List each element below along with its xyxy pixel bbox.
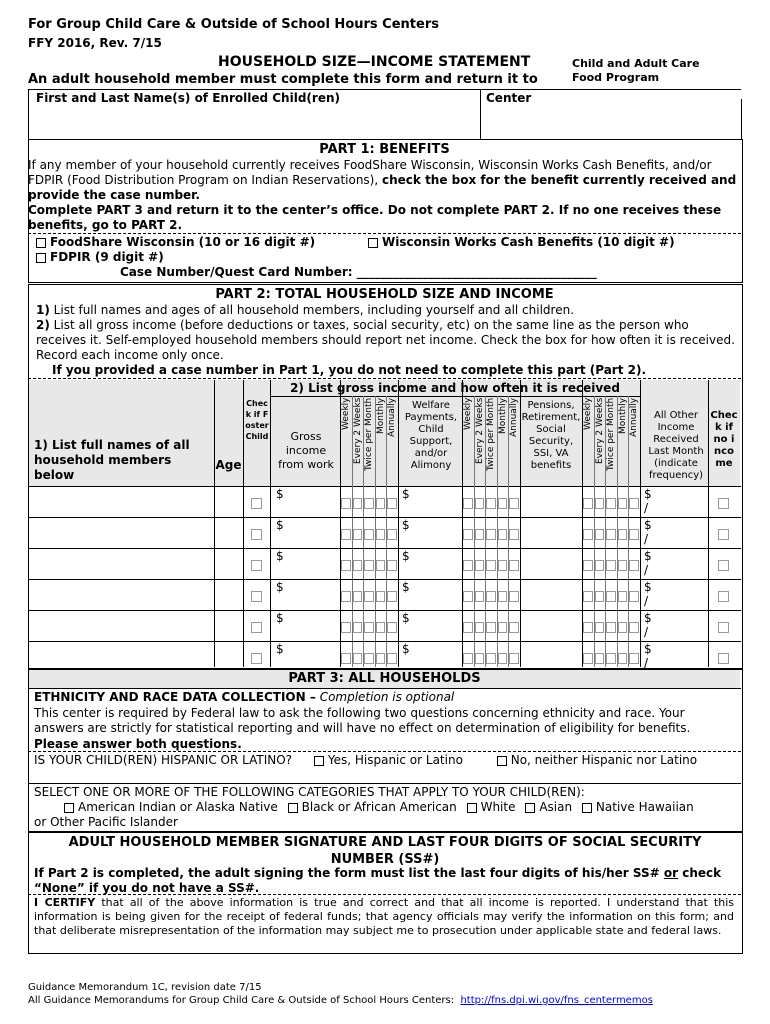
other-dollar-sign: $ [644, 549, 652, 563]
frequency-checkbox[interactable] [376, 498, 386, 509]
frequency-checkbox[interactable] [387, 498, 397, 509]
foster-checkbox[interactable] [251, 560, 262, 571]
other-frequency-slash: / [644, 594, 649, 608]
freq-header-monthly: Monthly [497, 398, 508, 435]
freq-header-annually: Annually [629, 398, 640, 438]
other-dollar-sign: $ [644, 580, 652, 594]
other-dollar-sign: $ [644, 642, 652, 656]
gross-dollar-sign: $ [276, 549, 284, 563]
frequency-checkbox[interactable] [595, 591, 605, 602]
gross-dollar-sign: $ [276, 611, 284, 625]
frequency-checkbox[interactable] [486, 653, 496, 664]
frequency-checkbox[interactable] [376, 653, 386, 664]
frequency-checkbox[interactable] [606, 653, 616, 664]
member-age-field[interactable] [216, 581, 241, 608]
frequency-checkbox[interactable] [463, 591, 473, 602]
footer-memo: Guidance Memorandum 1C, revision date 7/15 [28, 982, 262, 993]
frequency-checkbox[interactable] [509, 529, 519, 540]
certify-text: I CERTIFY that all of the above information is true and correct and that all income is reported. I understand that this information is being given for the receipt of federal funds; that agency officials may verify the information on this form; and that deliberate misrepresentation of the information may subject me to prosecution under applicable state and federal laws. [34, 896, 734, 937]
other-frequency-slash: / [644, 625, 649, 639]
welfare-dollar-sign: $ [402, 487, 410, 501]
signature-note: If Part 2 is completed, the adult signing the form must list the last four digits of his/her SS# or check “None” if you do not have a SS#. [34, 866, 722, 895]
frequency-checkbox[interactable] [583, 591, 593, 602]
frequency-checkbox[interactable] [475, 529, 485, 540]
freq-header-twice-per-month: Twice per Month [606, 398, 617, 472]
ethnicity-text: This center is required by Federal law to ask the following two questions concerning ethnicity and race. Your answers are strictly for statistical reporting and will have no effect on determination of eligibility for benefits. [34, 706, 691, 735]
frequency-checkbox[interactable] [387, 591, 397, 602]
frequency-checkbox[interactable] [595, 560, 605, 571]
frequency-checkbox[interactable] [583, 653, 593, 664]
frequency-checkbox[interactable] [618, 653, 628, 664]
no-income-checkbox[interactable] [718, 622, 729, 633]
race-options: American Indian or Alaska Native Black or African American White Asian Native Hawaiian or Other Pacific Islander [34, 800, 694, 829]
race-aian-checkbox[interactable] [64, 803, 74, 813]
frequency-checkbox[interactable] [629, 498, 639, 509]
frequency-checkbox[interactable] [364, 653, 374, 664]
col-foster-header: Check if Foster Child [245, 399, 269, 441]
other-frequency-slash: / [644, 656, 649, 670]
frequency-checkbox[interactable] [509, 653, 519, 664]
frequency-checkbox[interactable] [618, 560, 628, 571]
frequency-checkbox[interactable] [353, 498, 363, 509]
frequency-checkbox[interactable] [498, 622, 508, 633]
member-name-field[interactable] [30, 643, 212, 670]
part1-title: PART 1: BENEFITS [319, 142, 450, 157]
form-audience: For Group Child Care & Outside of School Hours Centers [28, 17, 439, 32]
race-white-checkbox[interactable] [467, 803, 477, 813]
frequency-checkbox[interactable] [341, 622, 351, 633]
welfare-dollar-sign: $ [402, 549, 410, 563]
frequency-checkbox[interactable] [629, 591, 639, 602]
no-income-checkbox[interactable] [718, 653, 729, 664]
frequency-checkbox[interactable] [629, 653, 639, 664]
race-black-checkbox[interactable] [288, 803, 298, 813]
welfare-dollar-sign: $ [402, 611, 410, 625]
frequency-checkbox[interactable] [364, 622, 374, 633]
frequency-checkbox[interactable] [486, 591, 496, 602]
frequency-checkbox[interactable] [509, 498, 519, 509]
member-age-field[interactable] [216, 643, 241, 670]
other-frequency-slash: / [644, 532, 649, 546]
gross-dollar-sign: $ [276, 487, 284, 501]
frequency-checkbox[interactable] [583, 498, 593, 509]
frequency-checkbox[interactable] [387, 653, 397, 664]
frequency-checkbox[interactable] [353, 560, 363, 571]
col-noincome-header: Check if no income [710, 410, 738, 469]
part3-title: PART 3: ALL HOUSEHOLDS [288, 671, 481, 686]
frequency-checkbox[interactable] [376, 560, 386, 571]
form-revision: FFY 2016, Rev. 7/15 [28, 36, 162, 50]
freq-header-every-2-weeks: Every 2 Weeks [474, 398, 485, 465]
frequency-checkbox[interactable] [475, 622, 485, 633]
frequency-checkbox[interactable] [595, 653, 605, 664]
frequency-checkbox[interactable] [583, 560, 593, 571]
program-name-1: Child and Adult Care [572, 57, 700, 70]
race-asian-checkbox[interactable] [525, 803, 535, 813]
frequency-checkbox[interactable] [364, 591, 374, 602]
frequency-checkbox[interactable] [341, 498, 351, 509]
frequency-checkbox[interactable] [353, 622, 363, 633]
frequency-checkbox[interactable] [353, 591, 363, 602]
freq-header-twice-per-month: Twice per Month [486, 398, 497, 472]
frequency-checkbox[interactable] [629, 529, 639, 540]
freq-header-monthly: Monthly [617, 398, 628, 435]
member-name-field[interactable] [30, 612, 212, 639]
foster-checkbox[interactable] [251, 653, 262, 664]
no-income-checkbox[interactable] [718, 560, 729, 571]
freq-header-annually: Annually [387, 398, 398, 438]
frequency-checkbox[interactable] [376, 529, 386, 540]
col-names-header: 1) List full names of all household members below [34, 438, 190, 482]
frequency-checkbox[interactable] [486, 622, 496, 633]
frequency-checkbox[interactable] [606, 591, 616, 602]
frequency-checkbox[interactable] [486, 560, 496, 571]
frequency-checkbox[interactable] [353, 653, 363, 664]
ethnicity-heading: ETHNICITY AND RACE DATA COLLECTION – Completion is optional [34, 690, 455, 704]
frequency-checkbox[interactable] [618, 622, 628, 633]
welfare-dollar-sign: $ [402, 518, 410, 532]
hispanic-yes-checkbox[interactable] [314, 756, 324, 766]
frequency-checkbox[interactable] [475, 498, 485, 509]
frequency-checkbox[interactable] [629, 622, 639, 633]
frequency-checkbox[interactable] [498, 498, 508, 509]
freq-header-annually: Annually [509, 398, 520, 438]
col-gross-header: Gross income from work [278, 430, 334, 471]
frequency-checkbox[interactable] [498, 560, 508, 571]
frequency-checkbox[interactable] [509, 622, 519, 633]
col-pensions-header: Pensions, Retirement, Social Security, SSI, VA benefits [521, 400, 581, 471]
frequency-checkbox[interactable] [376, 622, 386, 633]
hispanic-no-checkbox[interactable] [497, 756, 507, 766]
member-age-field[interactable] [216, 550, 241, 577]
other-frequency-slash: / [644, 563, 649, 577]
part2-item2: 2) List all gross income (before deductions or taxes, social security, etc) on the same line as the person who receives it. Self-employed household members should report net income. Check the box for how often it is received. Record each income only once. [36, 318, 735, 362]
option-foodshare[interactable]: FoodShare Wisconsin (10 or 16 digit #) [36, 235, 315, 249]
option-fdpir[interactable]: FDPIR (9 digit #) [36, 250, 164, 264]
hispanic-question: IS YOUR CHILD(REN) HISPANIC OR LATINO? Yes, Hispanic or Latino No, neither Hispanic nor Latino [34, 753, 698, 767]
frequency-checkbox[interactable] [341, 529, 351, 540]
gross-dollar-sign: $ [276, 518, 284, 532]
frequency-checkbox[interactable] [475, 560, 485, 571]
form-subtitle: An adult household member must complete this form and return it to [28, 72, 538, 87]
freq-header-monthly: Monthly [375, 398, 386, 435]
frequency-checkbox[interactable] [606, 622, 616, 633]
program-name-2: Food Program [572, 71, 660, 84]
frequency-checkbox[interactable] [463, 498, 473, 509]
foster-checkbox[interactable] [251, 591, 262, 602]
frequency-checkbox[interactable] [463, 560, 473, 571]
frequency-checkbox[interactable] [618, 591, 628, 602]
frequency-checkbox[interactable] [341, 560, 351, 571]
enrolled-child-field[interactable] [32, 108, 476, 136]
fdpir-checkbox[interactable] [36, 253, 46, 263]
no-income-checkbox[interactable] [718, 529, 729, 540]
frequency-checkbox[interactable] [629, 560, 639, 571]
foster-checkbox[interactable] [251, 622, 262, 633]
frequency-checkbox[interactable] [606, 529, 616, 540]
frequency-checkbox[interactable] [486, 498, 496, 509]
frequency-checkbox[interactable] [498, 529, 508, 540]
gross-dollar-sign: $ [276, 580, 284, 594]
frequency-checkbox[interactable] [463, 622, 473, 633]
part1-complete-note: Complete PART 3 and return it to the center’s office. Do not complete PART 2. If no one receives these benefits, go to PART 2. [28, 203, 722, 232]
frequency-checkbox[interactable] [463, 653, 473, 664]
frequency-checkbox[interactable] [606, 498, 616, 509]
col-age-header: Age [215, 458, 242, 472]
foster-checkbox[interactable] [251, 498, 262, 509]
no-income-checkbox[interactable] [718, 591, 729, 602]
signature-title: ADULT HOUSEHOLD MEMBER SIGNATURE AND LAST FOUR DIGITS OF SOCIAL SECURITY NUMBER (SS#) [68, 835, 702, 867]
col-welfare-header: Welfare Payments, Child Support, and/or Alimony [404, 400, 458, 471]
member-name-field[interactable] [30, 488, 212, 515]
welfare-dollar-sign: $ [402, 642, 410, 656]
col-other-header: All Other Income Received Last Month (indicate frequency) [648, 410, 704, 481]
frequency-checkbox[interactable] [583, 622, 593, 633]
welfare-dollar-sign: $ [402, 580, 410, 594]
member-name-field[interactable] [30, 519, 212, 546]
center-label: Center [486, 91, 532, 105]
frequency-checkbox[interactable] [595, 529, 605, 540]
freq-header-every-2-weeks: Every 2 Weeks [352, 398, 363, 465]
race-question: SELECT ONE OR MORE OF THE FOLLOWING CATEGORIES THAT APPLY TO YOUR CHILD(REN): [34, 785, 585, 799]
enrolled-child-label: First and Last Name(s) of Enrolled Child(ren) [36, 91, 340, 105]
frequency-checkbox[interactable] [595, 498, 605, 509]
other-frequency-slash: / [644, 501, 649, 515]
frequency-checkbox[interactable] [387, 622, 397, 633]
center-field[interactable] [484, 108, 736, 136]
member-age-field[interactable] [216, 612, 241, 639]
frequency-checkbox[interactable] [509, 560, 519, 571]
frequency-checkbox[interactable] [387, 560, 397, 571]
frequency-checkbox[interactable] [475, 591, 485, 602]
frequency-checkbox[interactable] [463, 529, 473, 540]
part2-title: PART 2: TOTAL HOUSEHOLD SIZE AND INCOME [215, 287, 554, 302]
frequency-checkbox[interactable] [475, 653, 485, 664]
freq-header-every-2-weeks: Every 2 Weeks [594, 398, 605, 465]
frequency-checkbox[interactable] [509, 591, 519, 602]
memos-link[interactable]: http://fns.dpi.wi.gov/fns_centermemos [460, 995, 653, 1006]
frequency-checkbox[interactable] [498, 653, 508, 664]
freq-header-weekly: Weekly [341, 398, 351, 431]
freq-header-twice-per-month: Twice per Month [364, 398, 375, 472]
frequency-checkbox[interactable] [606, 560, 616, 571]
frequency-checkbox[interactable] [353, 529, 363, 540]
freq-header-weekly: Weekly [583, 398, 593, 431]
member-name-field[interactable] [30, 581, 212, 608]
frequency-checkbox[interactable] [364, 529, 374, 540]
frequency-checkbox[interactable] [341, 591, 351, 602]
member-name-field[interactable] [30, 550, 212, 577]
footer-memos-line: All Guidance Memorandums for Group Child Care & Outside of School Hours Centers: http://fns.dpi.wi.gov/fns_centermemos [28, 995, 653, 1006]
frequency-checkbox[interactable] [364, 560, 374, 571]
part2-item1: 1) List full names and ages of all household members, including yourself and all children. [36, 303, 575, 317]
frequency-checkbox[interactable] [595, 622, 605, 633]
part1-instructions: If any member of your household currently receives FoodShare Wisconsin, Wisconsin Works Cash Benefits, and/or FDPIR (Food Distribution Program on Indian Reservations), check the box for the benefit currently received and provide the case number. [28, 158, 737, 202]
income-header: 2) List gross income and how often it is received [290, 381, 620, 395]
frequency-checkbox[interactable] [387, 529, 397, 540]
race-nhpi-checkbox[interactable] [582, 803, 592, 813]
case-number-field[interactable]: Case Number/Quest Card Number: ________________________________________ [120, 265, 597, 279]
part2-case-note: If you provided a case number in Part 1, you do not need to complete this part (Part 2). [52, 363, 647, 377]
frequency-checkbox[interactable] [376, 591, 386, 602]
other-dollar-sign: $ [644, 487, 652, 501]
foodshare-checkbox[interactable] [36, 238, 46, 248]
freq-header-weekly: Weekly [463, 398, 473, 431]
no-income-checkbox[interactable] [718, 498, 729, 509]
gross-dollar-sign: $ [276, 642, 284, 656]
other-dollar-sign: $ [644, 518, 652, 532]
frequency-checkbox[interactable] [364, 498, 374, 509]
member-age-field[interactable] [216, 488, 241, 515]
option-w2[interactable]: Wisconsin Works Cash Benefits (10 digit #) [368, 235, 675, 249]
frequency-checkbox[interactable] [583, 529, 593, 540]
ethnicity-please: Please answer both questions. [34, 737, 242, 751]
frequency-checkbox[interactable] [498, 591, 508, 602]
form-title: HOUSEHOLD SIZE—INCOME STATEMENT [218, 54, 531, 70]
other-dollar-sign: $ [644, 611, 652, 625]
member-age-field[interactable] [216, 519, 241, 546]
w2-checkbox[interactable] [368, 238, 378, 248]
frequency-checkbox[interactable] [618, 498, 628, 509]
frequency-checkbox[interactable] [341, 653, 351, 664]
frequency-checkbox[interactable] [486, 529, 496, 540]
frequency-checkbox[interactable] [618, 529, 628, 540]
foster-checkbox[interactable] [251, 529, 262, 540]
